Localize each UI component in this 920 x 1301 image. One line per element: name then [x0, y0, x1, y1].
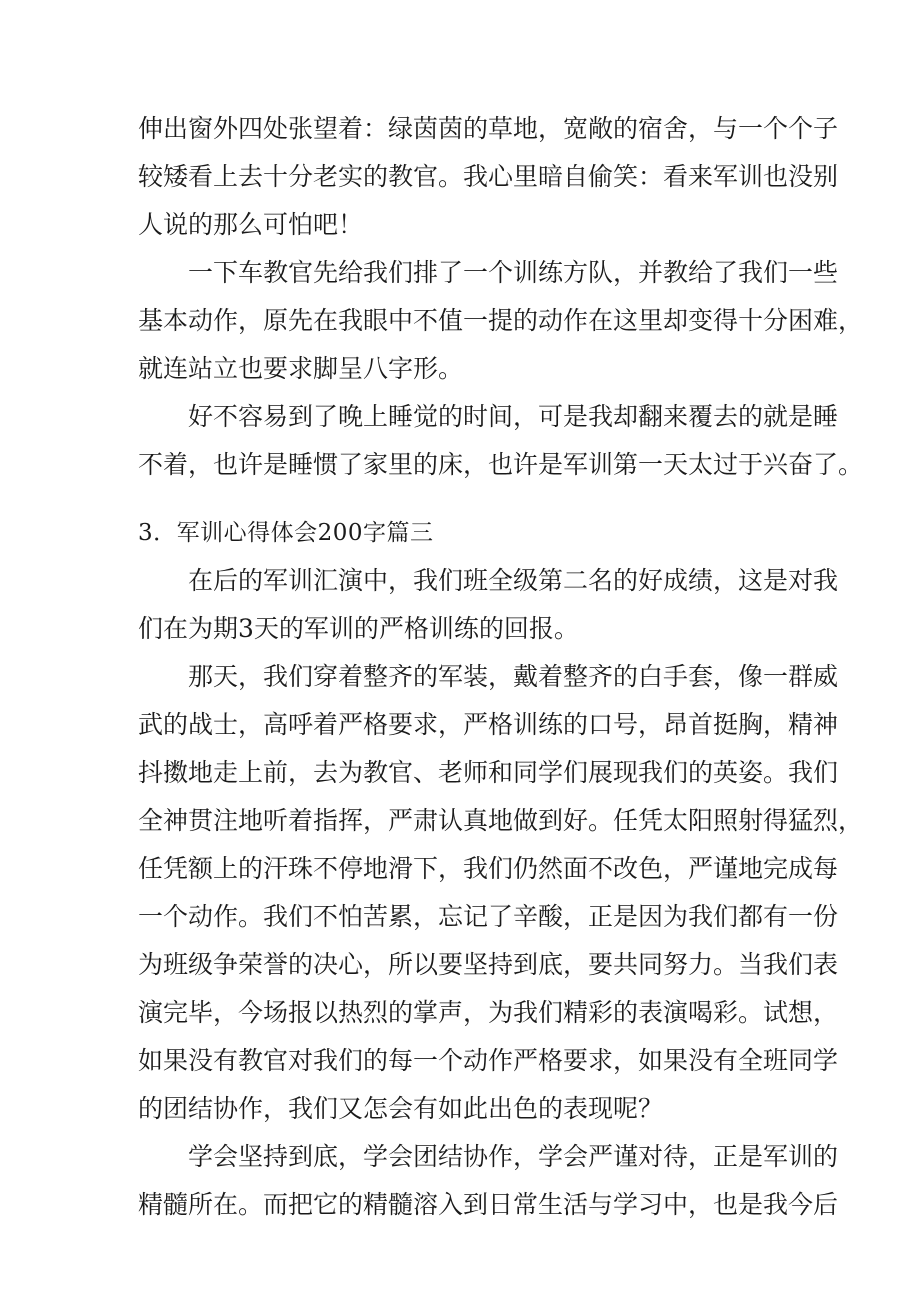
text-line: 如果没有教官对我们的每一个动作严格要求，如果没有全班同学: [138, 1046, 839, 1075]
text-line: 一个动作。我们不怕苦累，忘记了辛酸，正是因为我们都有一份: [138, 902, 839, 931]
text-line: 那天，我们穿着整齐的军装，戴着整齐的白手套，像一群威: [188, 662, 839, 691]
text-line: 抖擞地走上前，去为教官、老师和同学们展现我们的英姿。我们: [138, 758, 839, 787]
text-line: 基本动作，原先在我眼中不值一提的动作在这里却变得十分困难，: [138, 306, 864, 335]
text-line: 不着，也许是睡惯了家里的床，也许是军训第一天太过于兴奋了。: [138, 450, 864, 479]
text-line: 伸出窗外四处张望着：绿茵茵的草地，宽敞的宿舍，与一个个子: [138, 114, 839, 143]
text-line: 全神贯注地听着指挥，严肃认真地做到好。任凭太阳照射得猛烈，: [138, 806, 864, 835]
text-line: 任凭额上的汗珠不停地滑下，我们仍然面不改色，严谨地完成每: [138, 854, 839, 883]
text-line: 好不容易到了晚上睡觉的时间，可是我却翻来覆去的就是睡: [188, 402, 839, 431]
text-line: 较矮看上去十分老实的教官。我心里暗自偷笑：看来军训也没别: [138, 162, 839, 191]
text-line: 们在为期3天的军训的严格训练的回报。: [138, 614, 579, 643]
section-heading: 3．军训心得体会200字篇三: [138, 520, 434, 546]
text-line: 学会坚持到底，学会团结协作，学会严谨对待，正是军训的: [188, 1142, 839, 1171]
text-line: 就连站立也要求脚呈八字形。: [138, 354, 464, 383]
text-line: 武的战士，高呼着严格要求，严格训练的口号，昂首挺胸，精神: [138, 710, 839, 739]
text-line: 为班级争荣誉的决心，所以要坚持到底，要共同努力。当我们表: [138, 950, 839, 979]
text-line: 一下车教官先给我们排了一个训练方队，并教给了我们一些: [188, 258, 839, 287]
text-line: 人说的那么可怕吧！: [138, 210, 364, 239]
text-line: 演完毕，今场报以热烈的掌声，为我们精彩的表演喝彩。试想，: [138, 998, 839, 1027]
text-line: 在后的军训汇演中，我们班全级第二名的好成绩，这是对我: [188, 566, 839, 595]
text-line: 精髓所在。而把它的精髓溶入到日常生活与学习中，也是我今后: [138, 1190, 839, 1219]
text-line: 的团结协作，我们又怎会有如此出色的表现呢？: [138, 1094, 664, 1123]
